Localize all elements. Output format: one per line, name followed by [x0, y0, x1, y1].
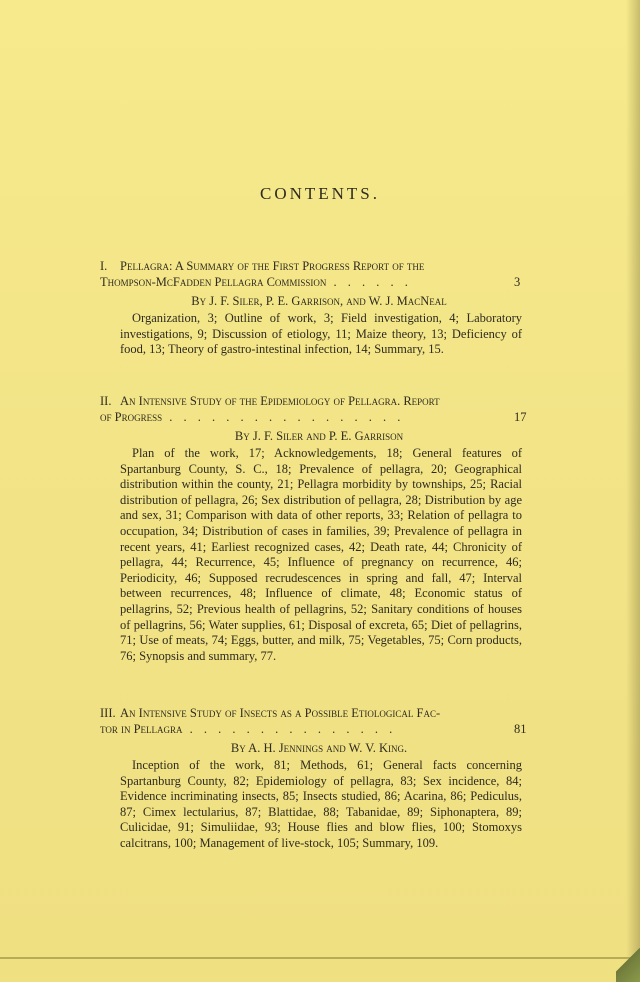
- page-edge-shadow: [626, 0, 640, 982]
- toc-heading: III. An Intensive Study of Insects as a Possible Etiological Fac- tor in Pellagra . . . . . . . . . . . . . . . 81: [100, 706, 527, 736]
- toc-entry-1[interactable]: [100, 258, 530, 358]
- section-numeral: III.: [100, 706, 116, 720]
- toc-entry-2[interactable]: [100, 393, 530, 664]
- heading-line2: tor in Pellagra: [100, 722, 183, 736]
- heading-line1: Pellagra: A Summary of the First Progress Report of the: [120, 259, 425, 273]
- heading-line2: of Progress: [100, 410, 163, 424]
- dot-leader: . . . . . .: [326, 275, 412, 289]
- authors: By J. F. Siler, P. E. Garrison, and W. J. MacNeal: [191, 294, 447, 308]
- dot-leader: . . . . . . . . . . . . . . .: [182, 722, 397, 736]
- entry-summary: Inception of the work, 81; Methods, 61; General facts concerning Spartanburg County, 82; Epidemiology of pellagra, 83; Sex incidence, 84; Evidence incriminating insects, 85; Insects studied, 86; Acarina, 86; Pediculus, 87; Cimex lectularius, 87; Blattidae, 88; Tabanidae, 89; Siphonaptera, 89; Culicidae, 91; Simuliidae, 93; House flies and blow flies, 100; Stomoxys calcitrans, 100; Management of live-stock, 105; Summary, 109.: [120, 758, 522, 850]
- toc-entry-3[interactable]: [100, 705, 530, 852]
- authors: By J. F. Siler and P. E. Garrison: [234, 429, 404, 443]
- dot-leader: . . . . . . . . . . . . . . . . .: [162, 410, 405, 424]
- section-numeral: II.: [100, 394, 112, 408]
- section-numeral: I.: [100, 259, 108, 273]
- heading-line1: An Intensive Study of the Epidemiology of Pellagra. Report: [120, 394, 440, 408]
- page-corner-curl: [616, 948, 640, 982]
- authors: By A. H. Jennings and W. V. King.: [230, 741, 408, 755]
- toc-heading: II. An Intensive Study of the Epidemiology of Pellagra. Report of Progress . . . . . . . . . . . . . . . . . 17: [100, 394, 527, 424]
- toc-heading: I. Pellagra: A Summary of the First Progress Report of the Thompson-McFadden Pellagra Commission . . . . . . 3: [100, 259, 521, 289]
- entry-summary: Organization, 3; Outline of work, 3; Field investigation, 4; Laboratory investigations, 9; Discussion of etiology, 11; Maize theory, 13; Deficiency of food, 13; Theory of gastro-intestinal infection, 14; Summary, 15.: [120, 311, 522, 357]
- page-bottom-edge: [0, 957, 640, 959]
- heading-line1: An Intensive Study of Insects as a Possible Etiological Fac-: [120, 706, 441, 720]
- entry-summary: Plan of the work, 17; Acknowledgements, 18; General features of Spartanburg County, S. C., 18; Prevalence of pellagra, 20; Geographical distribution within the county, 21; Pellagra morbidity by townships, 25; Racial distribution of pellagra, 26; Sex distribution of pellagra, 28; Distribution by age and sex, 31; Comparison with data of other reports, 33; Relation of pellagra to occupation, 34; Distribution of cases in families, 39; Prevalence of pellagra in recent years, 41; Earliest recognized cases, 42; Death rate, 44; Chronicity of pellagra, 44; Recurrence, 45; Influence of pregnancy on recurrence, 46; Periodicity, 46; Supposed recrudescences in spring and fall, 47; Interval between recurrences, 48; Influence of climate, 48; Economic status of pellagrins, 52; Previous health of pellagrins, 52; Sanitary conditions of houses of pellagrins, 56; Water supplies, 61; Disposal of excreta, 65; Diet of pellagrins, 71; Use of meats, 74; Eggs, butter, and milk, 75; Vegetables, 75; Corn products, 76; Synopsis and summary, 77.: [120, 446, 522, 663]
- heading-line2: Thompson-McFadden Pellagra Commission: [100, 275, 327, 289]
- page-title: CONTENTS.: [259, 184, 381, 203]
